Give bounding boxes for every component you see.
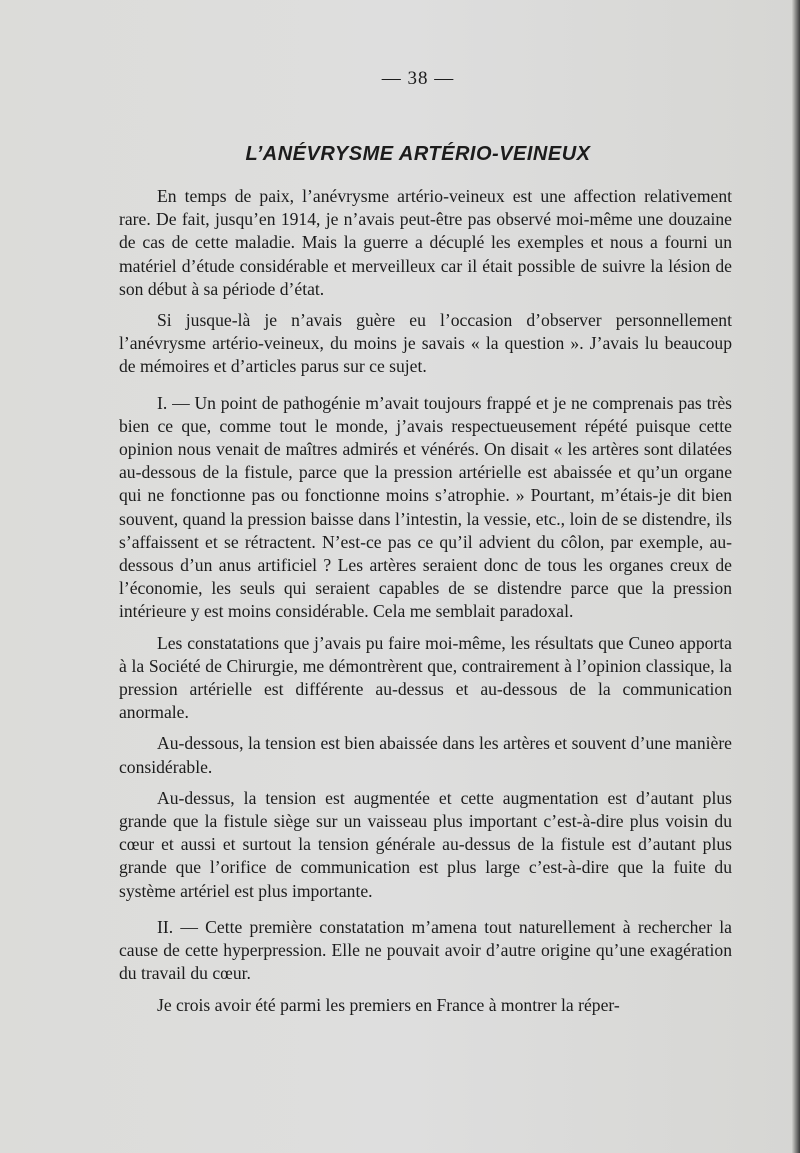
body-text: [119, 185, 732, 1025]
page-number: — 38 —: [381, 68, 455, 89]
paragraph-intro: En temps de paix, l’anévrysme artério-veineux est une affection relativement rare. De fait, jusqu’en 1914, je n’avais peut-être pas observé moi-même une douzaine de cas de cette maladie. Mais la guerre a décuplé les exemples et nous a fourni un matériel d’étude considérable et merveilleux car il était possible de suivre la lésion de son début à sa période d’état.: [119, 186, 732, 299]
section-title: L’ANÉVRYSME ARTÉRIO-VEINEUX: [245, 143, 591, 165]
page-edge-shadow: [792, 0, 800, 1153]
paragraph-au-dessous: Au-dessous, la tension est bien abaissée dans les artères et souvent d’une manière considérable.: [119, 733, 732, 777]
paragraph-constatations: Les constatations que j’avais pu faire moi-même, les résultats que Cuneo apporta à la Société de Chirurgie, me démontrèrent que, contrairement à l’opinion classique, la pression artérielle est différente au-dessus et au-dessous de la communication anormale.: [119, 632, 732, 723]
paragraph-section-1: I. — Un point de pathogénie m’avait toujours frappé et je ne comprenais pas très bien ce que, comme tout le monde, j’avais respectueusement répété puisque cette opinion nous venait de maîtres admirés et vénérés. On disait « les artères sont dilatées au-dessous de la fistule, parce que la pression artérielle est abaissée et qu’un organe qui ne fonctionne pas ou fonctionne moins s’atrophie. » Pourtant, m’étais-je dit bien souvent, quand la pression baisse dans l’intestin, la vessie, etc., loin de se distendre, ils s’affaissent et se rétractent. N’est-ce pas ce qu’il advient du côlon, par exemple, au-dessous d’un anus artificiel ? Les artères seraient donc de tous les organes creux de l’économie, les seuls qui seraient capables de se distendre parce que la pression intérieure y est moins considérable. Cela me semblait paradoxal.: [119, 392, 732, 622]
paragraph-last: Je crois avoir été parmi les premiers en France à montrer la réper-: [157, 994, 620, 1015]
paragraph-section-2: II. — Cette première constatation m’amena tout naturellement à rechercher la cause de cette hyperpression. Elle ne pouvait avoir d’autre origine qu’une exagération du travail du cœur.: [119, 916, 732, 984]
paragraph-au-dessus: Au-dessus, la tension est augmentée et cette augmentation est d’autant plus grande que la fistule siège sur un vaisseau plus important c’est-à-dire plus voisin du cœur et aussi et surtout la tension générale au-dessus de la fistule est d’autant plus grande que l’orifice de communication est plus large c’est-à-dire que la fuite du système artériel est plus importante.: [119, 787, 732, 901]
paragraph-question: Si jusque-là je n’avais guère eu l’occasion d’observer personnellement l’anévrysme artério-veineux, du moins je savais « la question ». J’avais lu beaucoup de mémoires et d’articles parus sur ce sujet.: [119, 310, 732, 377]
